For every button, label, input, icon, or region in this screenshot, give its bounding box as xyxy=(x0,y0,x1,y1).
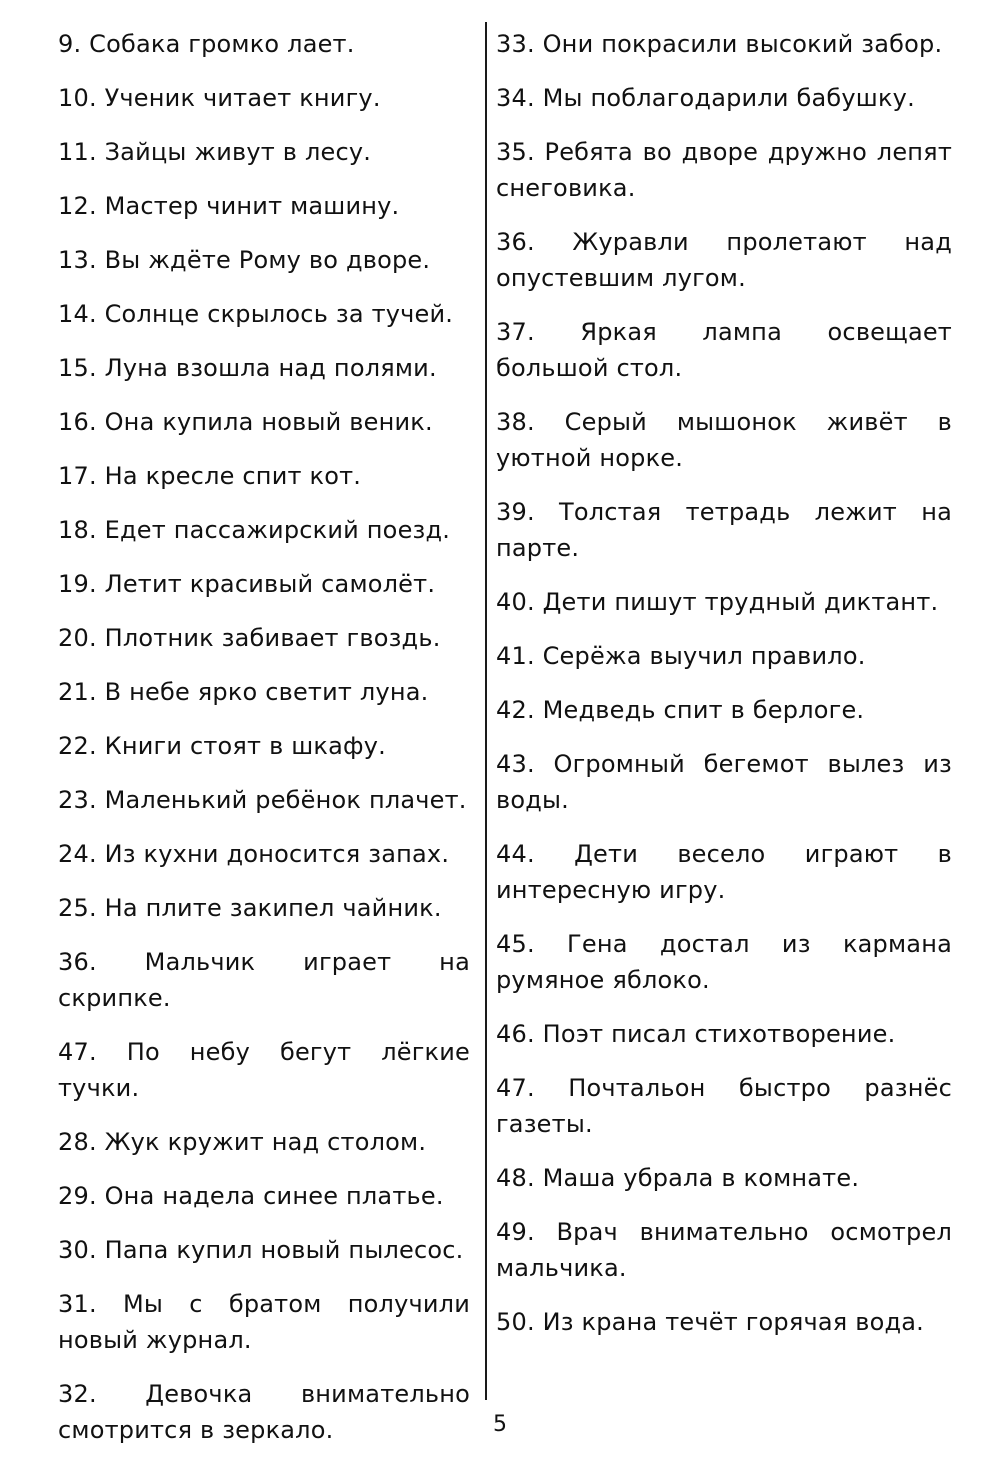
sentence-item: 41. Серёжа выучил правило. xyxy=(496,642,866,670)
sentence-item: 47. Почтальон быстро разнёс газеты. xyxy=(496,1074,952,1138)
sentence-item: 21. В небе ярко светит луна. xyxy=(58,678,429,706)
sentence-item: 33. Они покрасили высокий забор. xyxy=(496,30,943,58)
sentence-item: 38. Серый мышонок живёт в уютной норке. xyxy=(496,408,952,472)
sentence-item: 36. Мальчик играет на скрипке. xyxy=(58,948,470,1012)
sentence-item: 46. Поэт писал стихотворение. xyxy=(496,1020,896,1048)
sentence-item: 22. Книги стоят в шкафу. xyxy=(58,732,386,760)
sentence-item: 16. Она купила новый веник. xyxy=(58,408,433,436)
sentence-item: 13. Вы ждёте Рому во дворе. xyxy=(58,246,431,274)
right-column xyxy=(496,26,952,1358)
sentence-item: 19. Летит красивый самолёт. xyxy=(58,570,436,598)
sentence-item: 20. Плотник забивает гвоздь. xyxy=(58,624,441,652)
sentence-item: 42. Медведь спит в берлоге. xyxy=(496,696,865,724)
sentence-item: 35. Ребята во дворе дружно лепят снеговика. xyxy=(496,138,952,202)
sentence-item: 23. Маленький ребёнок плачет. xyxy=(58,786,467,814)
sentence-item: 14. Солнце скрылось за тучей. xyxy=(58,300,454,328)
sentence-item: 31. Мы с братом получили новый журнал. xyxy=(58,1290,470,1354)
sentence-item: 40. Дети пишут трудный диктант. xyxy=(496,588,939,616)
sentence-item: 11. Зайцы живут в лесу. xyxy=(58,138,372,166)
left-column xyxy=(58,26,470,1466)
sentence-item: 24. Из кухни доносится запах. xyxy=(58,840,450,868)
sentence-item: 49. Врач внимательно осмотрел мальчика. xyxy=(496,1218,952,1282)
sentence-item: 29. Она надела синее платье. xyxy=(58,1182,444,1210)
sentence-item: 28. Жук кружит над столом. xyxy=(58,1128,427,1156)
sentence-item: 47. По небу бегут лёгкие тучки. xyxy=(58,1038,470,1102)
sentence-item: 12. Мастер чинит машину. xyxy=(58,192,400,220)
sentence-item: 36. Журавли пролетают над опустевшим лугом. xyxy=(496,228,952,292)
sentence-item: 25. На плите закипел чайник. xyxy=(58,894,442,922)
sentence-item: 18. Едет пассажирский поезд. xyxy=(58,516,451,544)
sentence-item: 34. Мы поблагодарили бабушку. xyxy=(496,84,915,112)
sentence-item: 10. Ученик читает книгу. xyxy=(58,84,381,112)
sentence-item: 17. На кресле спит кот. xyxy=(58,462,362,490)
sentence-item: 43. Огромный бегемот вылез из воды. xyxy=(496,750,952,814)
column-divider xyxy=(485,22,487,1400)
sentence-item: 15. Луна взошла над полями. xyxy=(58,354,437,382)
sentence-item: 30. Папа купил новый пылесос. xyxy=(58,1236,464,1264)
sentence-item: 45. Гена достал из кармана румяное яблоко. xyxy=(496,930,952,994)
sentence-item: 39. Толстая тетрадь лежит на парте. xyxy=(496,498,952,562)
sentence-item: 44. Дети весело играют в интересную игру. xyxy=(496,840,952,904)
sentence-item: 9. Собака громко лает. xyxy=(58,30,355,58)
sentence-item: 37. Яркая лампа освещает большой стол. xyxy=(496,318,952,382)
page-number: 5 xyxy=(493,1412,507,1437)
sentence-item: 48. Маша убрала в комнате. xyxy=(496,1164,860,1192)
sentence-item: 50. Из крана течёт горячая вода. xyxy=(496,1308,924,1336)
sentence-item: 32. Девочка внимательно смотрится в зеркало. xyxy=(58,1380,470,1444)
